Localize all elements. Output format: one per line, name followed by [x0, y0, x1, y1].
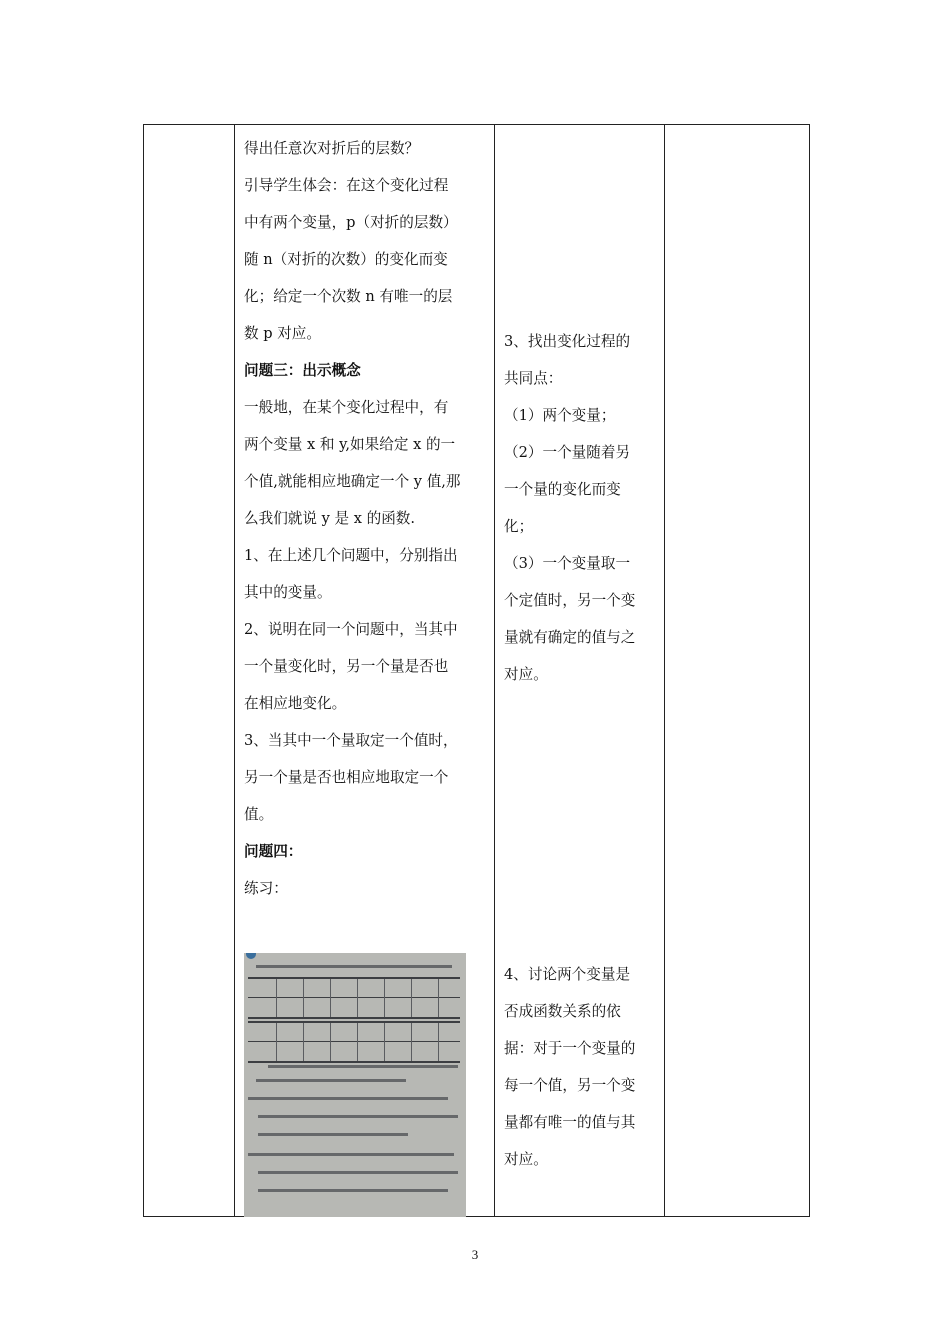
text-line: （2）一个量随着另 [504, 444, 631, 461]
text-line: 在相应地变化。 [244, 695, 347, 712]
text-line: 中有两个变量，p（对折的层数） [244, 214, 458, 231]
design-intent-block-1 [504, 323, 656, 693]
text-line: 4、讨论两个变量是 [504, 966, 631, 983]
column-divider-2 [494, 124, 495, 1217]
text-line: 2、说明在同一个问题中，当其中 [244, 621, 458, 638]
teaching-process-column [244, 130, 489, 907]
text-line: 练习： [244, 880, 288, 897]
text-line: 3、找出变化过程的 [504, 333, 631, 350]
text-line: 一个量变化时，另一个量是否也 [244, 658, 449, 675]
column-divider-3 [664, 124, 665, 1217]
text-line: 值。 [244, 806, 274, 823]
text-line: 得出任意次对折后的层数？ [244, 140, 420, 157]
design-intent-block-2 [504, 956, 656, 1178]
text-line: 两个变量 x 和 y,如果给定 x 的一 [244, 436, 456, 453]
text-line: 否成函数关系的依 [504, 1003, 621, 1020]
text-line: 1、在上述几个问题中，分别指出 [244, 547, 458, 564]
text-line: 量都有唯一的值与其 [504, 1114, 636, 1131]
section-heading: 问题四： [244, 843, 303, 860]
text-line: 个定值时，另一个变 [504, 592, 636, 609]
column-divider-1 [234, 124, 235, 1217]
text-line: 量就有确定的值与之 [504, 629, 636, 646]
text-line: 随 n（对折的次数）的变化而变 [244, 251, 448, 268]
text-line: 每一个值，另一个变 [504, 1077, 636, 1094]
text-line: （1）两个变量； [504, 407, 616, 424]
exercise-scan-image [244, 953, 466, 1217]
text-line: 引导学生体会：在这个变化过程 [244, 177, 449, 194]
text-line: 一般地，在某个变化过程中，有 [244, 399, 449, 416]
text-line: 数 p 对应。 [244, 325, 321, 342]
text-line: 化； [504, 518, 534, 535]
text-line: 据：对于一个变量的 [504, 1040, 636, 1057]
text-line: 化；给定一个次数 n 有唯一的层 [244, 288, 453, 305]
text-line: 对应。 [504, 1151, 548, 1168]
text-line: 对应。 [504, 666, 548, 683]
section-heading: 问题三：出示概念 [244, 362, 361, 379]
text-line: 其中的变量。 [244, 584, 332, 601]
text-line: 共同点： [504, 370, 563, 387]
text-line: 一个量的变化而变 [504, 481, 621, 498]
page-number: 3 [471, 1247, 479, 1262]
text-line: （3）一个变量取一 [504, 555, 631, 572]
text-line: 另一个量是否也相应地取定一个 [244, 769, 449, 786]
text-line: 么我们就说 y 是 x 的函数. [244, 510, 416, 527]
text-line: 3、当其中一个量取定一个值时， [244, 732, 458, 749]
text-line: 个值,就能相应地确定一个 y 值,那 [244, 473, 461, 490]
